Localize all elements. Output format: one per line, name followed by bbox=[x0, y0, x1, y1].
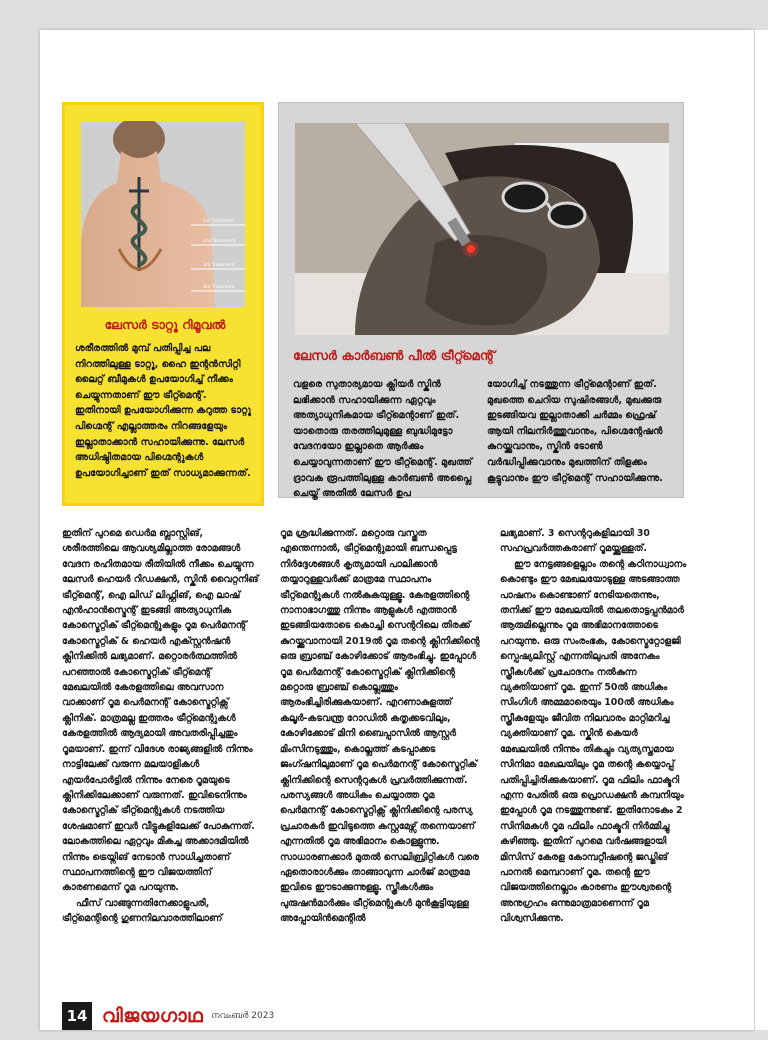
treatment-label-4: 4th Treatment bbox=[203, 285, 235, 290]
tattoo-removal-photo bbox=[81, 121, 245, 307]
carbon-peel-photo bbox=[295, 123, 669, 335]
tattoo-removal-title: ലേസർ ടാറ്റൂ റിമൂവൽ bbox=[104, 317, 226, 332]
carbon-peel-text-col1: വളരെ സുതാര്യമായ ക്ലിയർ സ്കിൻ ലഭിക്കാൻ സഹായിക്കുന്ന ഏറ്റവും അത്യാധുനികമായ ട്രീറ്റ്മെന്റാണ് ഇത്. യാതൊരു തരത്തിലുമുള്ള ബുദ്ധിമുട്ടോ വേദനയോ ഇല്ലാതെ ആർക്കും ചെയ്യാവുന്നതാണ് ഈ ട്രീറ്റ്മെന്റ്. മുഖത്ത് ദ്രാവക രൂപത്തിലുള്ള കാർബൺ അപ്ലൈ ചെയ്ത് അതിൽ ലേസർ ഉപ bbox=[293, 379, 473, 500]
tattoo-back-illustration bbox=[81, 121, 245, 307]
issue-date: നവംബർ 2023 bbox=[211, 1011, 275, 1021]
article-column-1 bbox=[62, 526, 262, 927]
carbon-peel-illustration bbox=[295, 123, 669, 335]
page-number: 14 bbox=[62, 1002, 92, 1030]
article-column-3 bbox=[500, 526, 688, 927]
page-edge bbox=[754, 30, 768, 1030]
article-column-2 bbox=[280, 526, 480, 927]
tattoo-removal-box bbox=[62, 102, 264, 506]
treatment-label-1: 1st Treatment bbox=[203, 219, 235, 224]
article-paragraph: ലഭ്യമാണ്. 3 സെന്ററുകളിലായി 30 സഹപ്രവർത്തകരാണ് റൂമയ്ക്കുള്ളത്. bbox=[500, 528, 650, 555]
carbon-peel-text-col2: യോഗിച്ച് നടത്തുന്ന ട്രീറ്റ്മെന്റാണ് ഇത്. മുഖത്തെ ചെറിയ സുഷിരങ്ങൾ, മുഖക്കുരു ഇടങ്ങിയവ ഇല്ലാതാക്കി ചർമ്മം ഫ്രെഷ് ആയി നിലനിർത്തുവാനും, പിഗ്മെന്റേഷൻ കുറയ്ക്കുവാനും, സ്കിൻ ടോൺ വർദ്ധിപ്പിക്കുവാനും മുഖത്തിന് തിളക്കം കൂട്ടുവാനും ഈ ട്രീറ്റ്മെന്റ് സഹായിക്കുന്നു. bbox=[487, 379, 663, 484]
page-footer bbox=[62, 1002, 274, 1030]
carbon-peel-title: ലേസർ കാർബൺ പീൽ ട്രീറ്റ്മെന്റ് bbox=[293, 349, 495, 364]
carbon-peel-box bbox=[278, 102, 684, 498]
tattoo-removal-text: ശരീരത്തിൽ മുമ്പ് പതിപ്പിച്ച പല നിറത്തിലുള്ള ടാറ്റൂ, ഹൈ ഇന്റൻസിറ്റി ലൈറ്റ് ബീമുകൾ ഉപയോഗിച്ച് നീക്കം ചെയ്യുന്നതാണ് ഈ ട്രീറ്റ്മെന്റ്. ഇതിനായി ഉപയോഗിക്കുന്ന കറുത്ത ടാറ്റൂ പിഗ്മെന്റ് എല്ലാത്തരം നിറങ്ങളേയും ഇല്ലാതാക്കാൻ സഹായിക്കുന്നു. ലേസർ അധിഷ്ഠിതമായ പിഗ്മെന്റുകൾ ഉപയോഗിച്ചാണ് ഇത് സാധ്യമാക്കുന്നത്. bbox=[75, 343, 252, 479]
article-paragraph: റൂമ ശ്രദ്ധിക്കുന്നത്. മറ്റൊരു വസ്തുത എന്തെന്നാൽ, ട്രീറ്റ്മെന്റുമായി ബന്ധപ്പെട്ട നിർദ്ദേശങ്ങൾ കൃത്യമായി പാലിക്കാൻ തയ്യാറുള്ളവർക്ക് മാത്രമേ സ്ഥാപനം ട്രീറ്റ്മെന്റുകൾ നൽകുകയുള്ളൂ. കേരളത്തിന്റെ നാനാഭാഗത്തു നിന്നും ആളുകൾ എത്താൻ ഇടങ്ങിയതോടെ കൊച്ചി സെന്ററിലെ തിരക്ക് കുറയ്ക്കുവാനായി 2019ൽ റൂമ തന്റെ ക്ലിനിക്കിന്റെ ഒരു ബ്രാഞ്ച് കോഴിക്കോട് ആരംഭിച്ചു. ഇപ്പോൾ റൂമ പെർമനന്റ് കോസ്മെറ്റിക് ക്ലിനിക്കിന്റെ മറ്റൊരു ബ്രാഞ്ച് കൊല്ലത്തും ആരംഭിച്ചിരിക്കുകയാണ്. എറണാകുളത്ത് കലൂർ-കടവന്ത്ര റോഡിൽ കതൃക്കടവിലും, കോഴിക്കോട് മിനി ബൈപ്പാസിൽ ആസ്റ്റർ മിംസിനടുത്തും, കൊല്ലത്ത് കടപ്പാക്കട ജംഗ്ഷനിലുമാണ് റൂമ പെർമനന്റ് കോസ്മെറ്റിക് ക്ലിനിക്കിന്റെ സെന്ററുകൾ പ്രവർത്തിക്കുന്നത്. പരസ്യങ്ങൾ അധികം ചെയ്യാത്ത റൂമ പെർമനന്റ് കോസ്മെറ്റിക്സ് ക്ലിനിക്കിന്റെ പരസ്യ പ്രചാരകർ ഇവിടുത്തെ കസ്റ്റമേഴ്സ് തന്നെയാണ് എന്നതിൽ റൂമ അഭിമാനം കൊള്ളുന്നു. സാധാരണക്കാർ മുതൽ സെലിബ്രിറ്റികൾ വരെ ഏതൊരാൾക്കും താങ്ങാവുന്ന ചാർജ് മാത്രമേ ഇവിടെ ഈടാക്കുന്നുള്ളൂ. സ്ത്രീകൾക്കും പുരുഷൻമാർക്കും ട്രീറ്റ്മെന്റുകൾ മുൻകൂട്ടിയുള്ള അപ്പോയിൻമെന്റിൽ bbox=[280, 528, 480, 925]
article-paragraph: ഇതിന് പുറമെ ഡെർമ ബ്ലാസ്റ്റിങ്, ശരീരത്തിലെ ആവശ്യമില്ലാത്ത രോമങ്ങൾ വേദന രഹിതമായ രീതിയിൽ നീക്കം ചെയ്യുന്ന ലേസർ ഹെയർ റിഡക്ഷൻ, സ്കിൻ വൈറ്റനിങ് ട്രീറ്റ്മെന്റ്, ഐ ലിഡ് ലിഫ്റ്റിങ്, ഐ ലാഷ് എൻഹാൻസ്മെന്റ് ഇടങ്ങി അത്യാധുനിക കോസ്മെറ്റിക് ട്രീറ്റ്മെന്റുകളും റൂമ പെർമനന്റ് കോസ്മെറ്റിക് & ഹെയർ എക്സ്റ്റൻഷൻ ക്ലിനിക്കിൽ ലഭ്യമാണ്. മറ്റൊരർത്ഥത്തിൽ പറഞ്ഞാൽ കോസ്മെറ്റിക് ട്രീറ്റ്മെന്റ് മേഖലയിൽ കേരളത്തിലെ അവസാന വാക്കാണ് റൂമ പെർമനന്റ് കോസ്മെറ്റിക്സ് ക്ലിനിക്. മാത്രമല്ല ഇത്തരം ട്രീറ്റ്മെന്റുകൾ കേരളത്തിൽ ആദ്യമായി അവതരിപ്പിച്ചതും റൂമയാണ്. ഇന്ന് വിദേശ രാജ്യങ്ങളിൽ നിന്നും നാട്ടിലേക്ക് വരുന്ന മലയാളികൾ എയർപോർട്ടിൽ നിന്നും നേരെ റൂമയുടെ ക്ലിനിക്കിലേക്കാണ് വരുന്നത്. ഇവിടെനിന്നും കോസ്മെറ്റിക് ട്രീറ്റ്മെന്റുകൾ നടത്തിയ ശേഷമാണ് ഇവർ വീട്ടുകളിലേക്ക് പോകുന്നത്. ലോകത്തിലെ ഏറ്റവും മികച്ച അക്കാദമിയിൽ നിന്നും ട്രെയ്നിങ് നേടാൻ സാധിച്ചതാണ് സ്ഥാപനത്തിന്റെ ഈ വിജയത്തിന് കാരണമെന്ന് റൂമ പറയുന്നു. bbox=[62, 528, 259, 894]
treatment-label-3: 3rd Treatment bbox=[203, 263, 235, 268]
article-paragraph: ഈ നേട്ടങ്ങളെല്ലാം തന്റെ കഠിനാധ്വാനം കൊണ്ടും ഈ മേഖലയോടുള്ള അടങ്ങാത്ത പാഷനം കൊണ്ടാണ് നേടിയതെന്നും, തനിക്ക് ഈ മേഖലയിൽ തലതൊട്ടപ്പൻമാർ ആരുമില്ലെന്നും റൂമ അഭിമാനത്തോടെ പറയുന്നു. ഒരു സംരംഭക, കോസ്മെറ്റോളജി സ്പെഷ്യലിസ്റ്റ് എന്നതിലുപരി അനേകം സ്ത്രീകൾക്ക് പ്രചോദനം നൽകുന്ന വ്യക്തിയാണ് റൂമ. ഇന്ന് 50ൽ അധികം സിംഗിൾ അമ്മമാരെയും 100ൽ അധികം സ്ത്രീകളേയും ജീവിത നിലവാരം മാറ്റിമറിച്ച വ്യക്തിയാണ് റൂമ. സ്കിൻ കെയർ മേഖലയിൽ നിന്നും തികച്ചും വ്യത്യസ്തമായ സിനിമാ മേഖലയിലും റൂമ തന്റെ കയ്യൊപ്പ് പതിപ്പിച്ചിരിക്കുകയാണ്. റൂമ ഫിലിം ഫാക്ടറി എന്ന പേരിൽ ഒരു പ്രൊഡക്ഷൻ കമ്പനിയും ഇപ്പോൾ റൂമ നടത്തുന്നുണ്ട്. ഇതിനോടകം 2 സിനിമകൾ റൂമ ഫിലിം ഫാക്ടറി നിർമ്മിച്ചു കഴിഞ്ഞു. ഇതിന് പുറമെ വർഷങ്ങളായി മിസിസ് കേരള കോമ്പറ്റീഷന്റെ ജഡ്ജിങ് പാനൽ മെമ്പറാണ് റൂമ. തന്റെ ഈ വിജയത്തിനെല്ലാം കാരണം ഈശ്വരന്റെ അനുഗ്രഹം ഒന്നുമാത്രമാണെന്ന് റൂമ വിശ്വസിക്കുന്നു. bbox=[500, 558, 687, 925]
article-paragraph: ഫീസ് വാങ്ങുന്നതിനേക്കാളുപരി, ട്രീറ്റ്മെന്റിന്റെ ഗുണനിലവാരത്തിലാണ് bbox=[62, 897, 223, 925]
treatment-label-2: 2nd Treatment bbox=[203, 239, 236, 244]
magazine-masthead: വിജയഗാഥ bbox=[102, 1005, 204, 1027]
